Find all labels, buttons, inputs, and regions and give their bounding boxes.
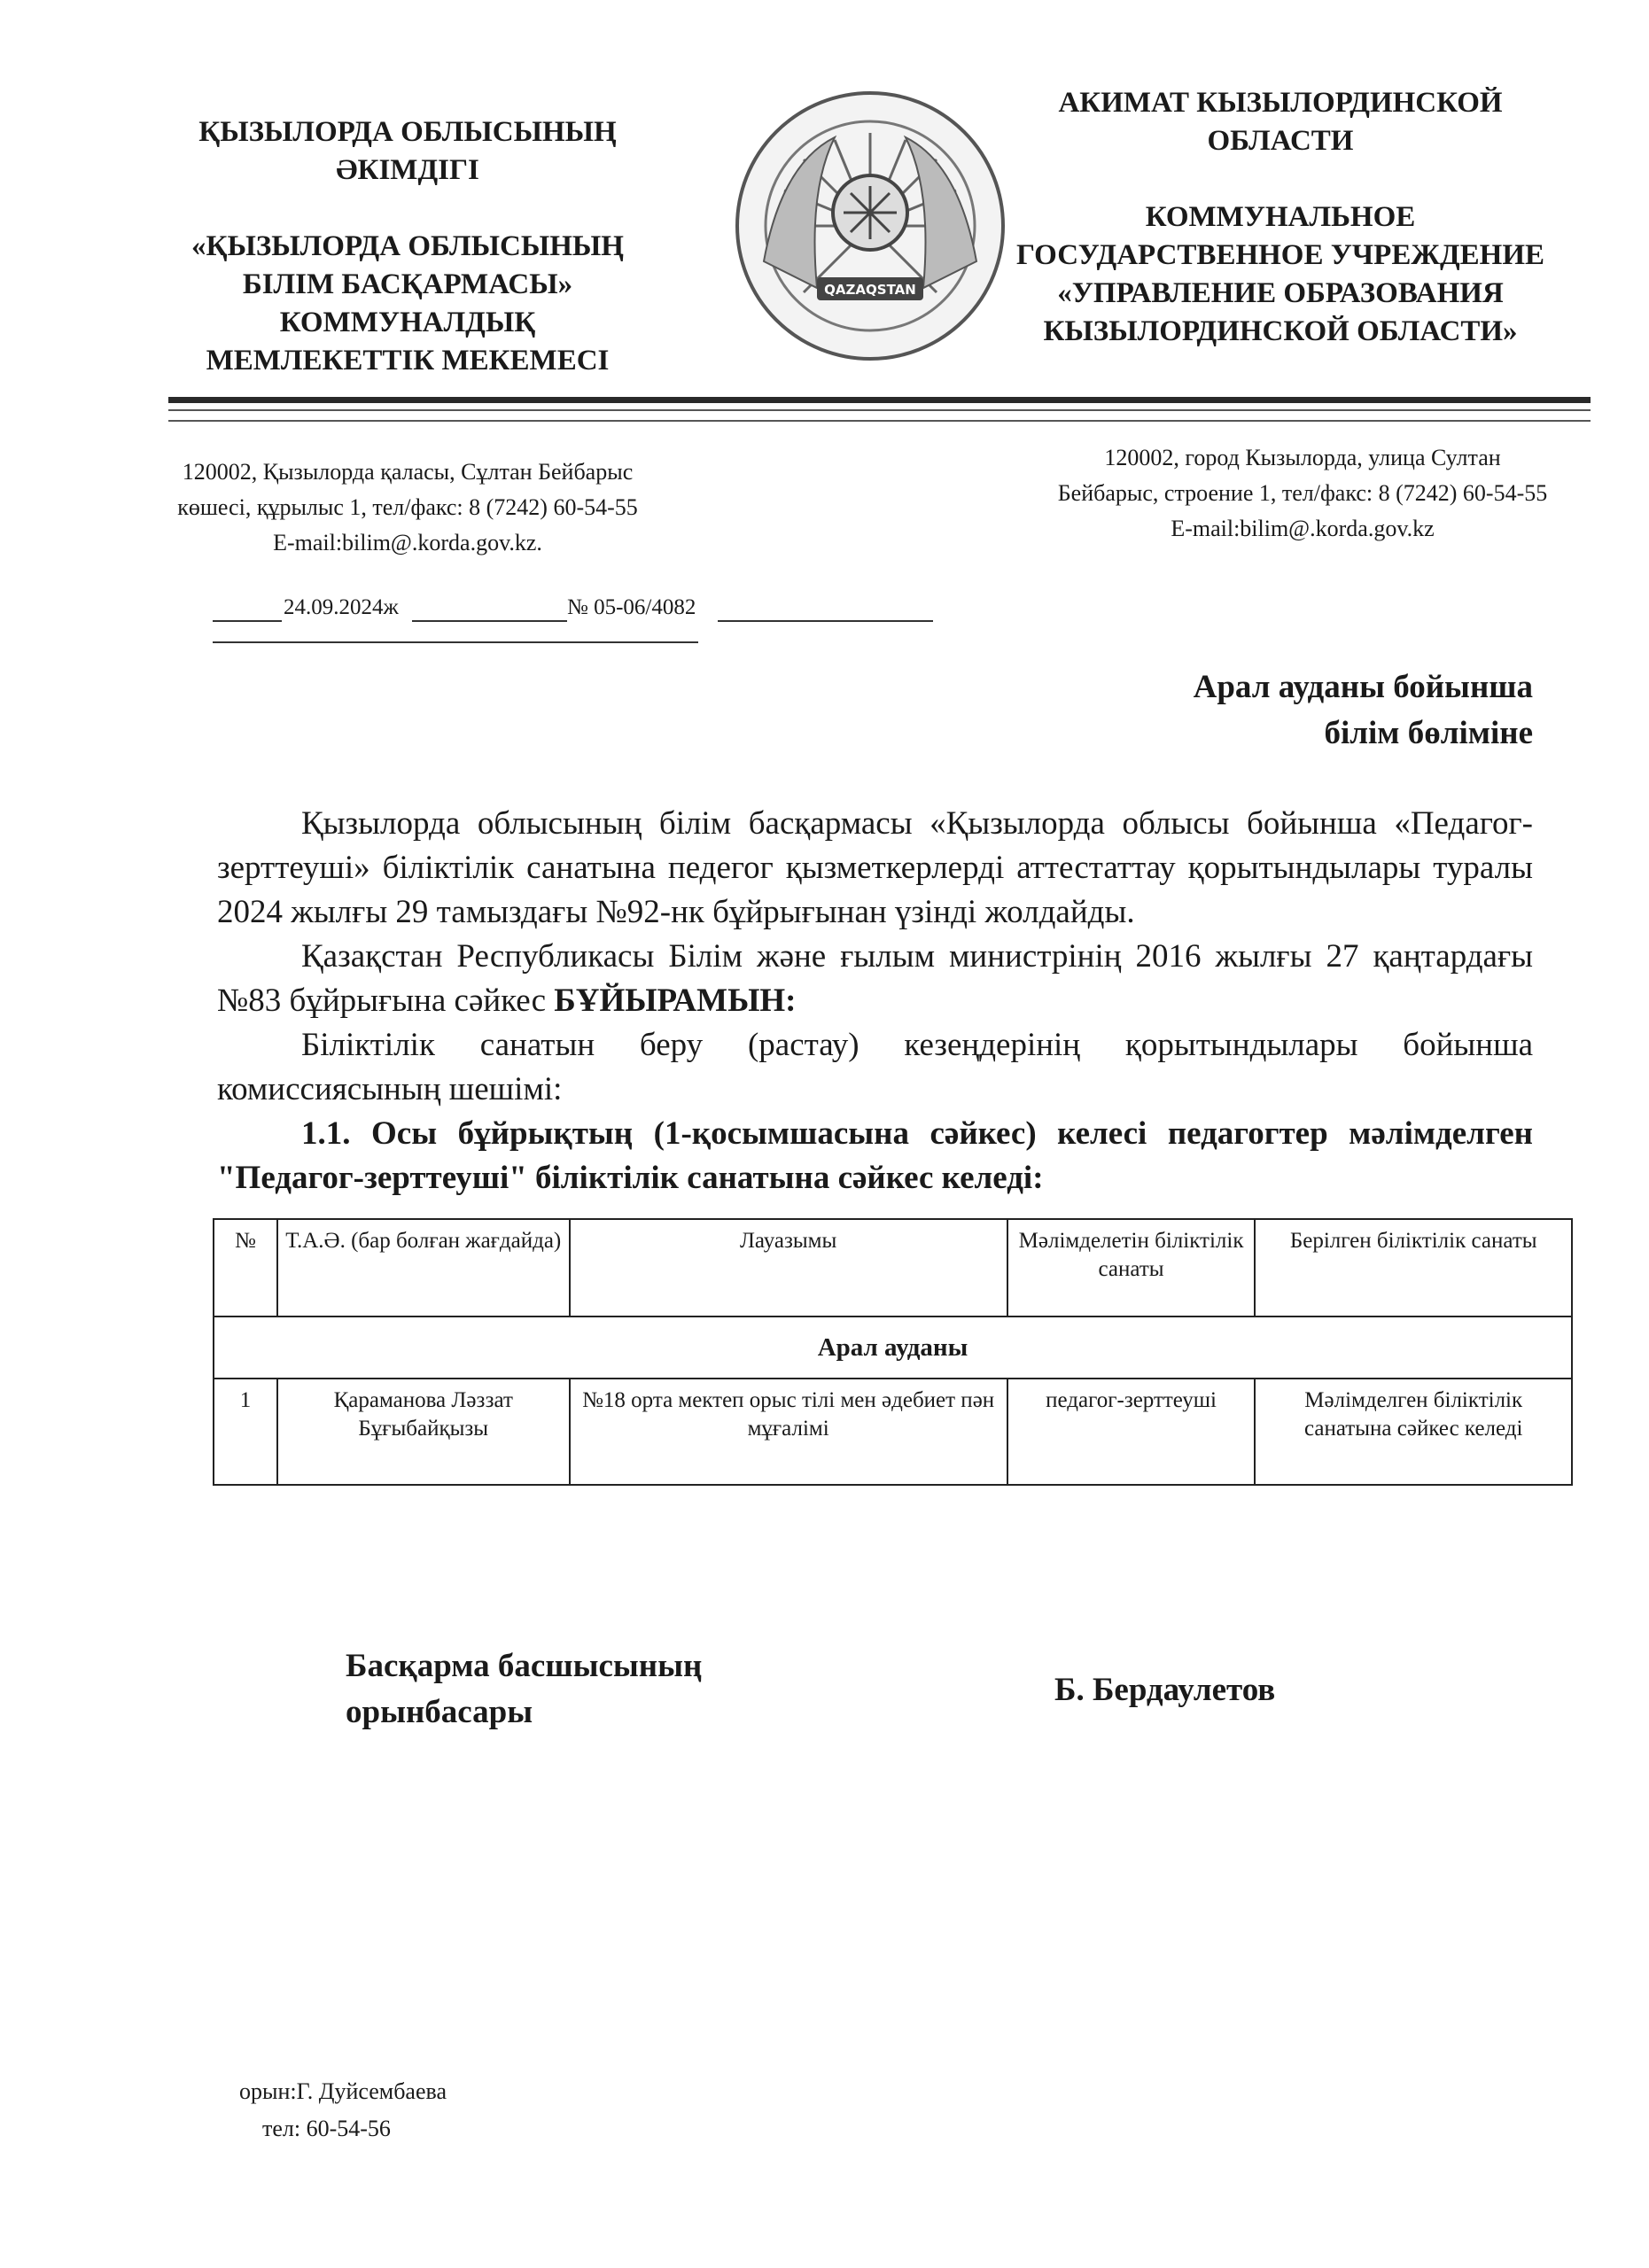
registration-date: 24.09.2024ж (284, 595, 399, 619)
header-ru-line5: «УПРАВЛЕНИЕ ОБРАЗОВАНИЯ (1057, 277, 1504, 309)
registration-number: № 05-06/4082 (567, 595, 696, 619)
address-ru-line3: E-mail:bilim@.korda.gov.kz (1171, 516, 1435, 541)
header-name: Т.А.Ә. (бар болған жағдайда) (277, 1219, 570, 1317)
order-keyword: БҰЙЫРАМЫН: (554, 983, 797, 1019)
results-table (213, 1218, 1573, 1486)
table-row (214, 1379, 1572, 1485)
group-label: Арал ауданы (214, 1317, 1572, 1379)
address-kz-line1: 120002, Қызылорда қаласы, Сұлтан Бейбарыс (182, 459, 634, 485)
header-kz-line5: КОММУНАЛДЫҚ (279, 307, 536, 338)
registration-underline (213, 641, 698, 643)
address-kz-line2: көшесі, құрылыс 1, тел/факс: 8 (7242) 60-54-55 (177, 494, 638, 520)
body-paragraph-3: Біліктілік санатын беру (растау) кезеңдерінің қорытындылары бойынша комиссиясының шешімі: (217, 1027, 1533, 1107)
registration-line (213, 595, 939, 631)
header-ru-line2: ОБЛАСТИ (1207, 125, 1354, 157)
address-ru (1001, 440, 1604, 547)
header-num: № (214, 1219, 277, 1317)
signatory-name: Б. Бердаулетов (1054, 1672, 1276, 1708)
address-kz-line3: E-mail:bilim@.korda.gov.kz. (273, 530, 542, 555)
addressee (886, 664, 1533, 757)
addressee-line1: Арал ауданы бойынша (1193, 669, 1533, 705)
table-header-row (214, 1219, 1572, 1317)
header-kz-line3: «ҚЫЗЫЛОРДА ОБЛЫСЫНЫҢ (191, 230, 624, 262)
header-position: Лауазымы (570, 1219, 1007, 1317)
body-paragraph-1: Қызылорда облысының білім басқармасы «Қызылорда облысы бойынша «Педагог-зерттеуші» біліктілік санатына педегог қызметкерлерді аттестаттау қорытындылары туралы 2024 жылғы 29 тамыздағы №92-нк бұйрығынан үзінді жолдайды. (217, 805, 1533, 930)
body-paragraph-4: 1.1. Осы бұйрықтың (1-қосымшасына сәйкес) келесі педагогтер мәлімделген "Педагог-зерттеуші" біліктілік санатына сәйкес келеді: (217, 1115, 1533, 1196)
emblem-inscription: QAZAQSTAN (824, 282, 916, 298)
body-paragraph-2-text: Қазақстан Республикасы Білім және ғылым министрінің 2016 жылғы 27 қаңтардағы №83 бұйрығына сәйкес (217, 938, 1533, 1019)
address-kz (124, 454, 691, 561)
header-ru (1001, 84, 1560, 351)
header-kz-line6: МЕМЛЕКЕТТІК МЕКЕМЕСІ (206, 345, 610, 377)
header-kz-line2: ӘКІМДІГІ (336, 154, 479, 186)
table-group-row (214, 1317, 1572, 1379)
state-emblem-icon (728, 84, 1012, 368)
row-granted: Мәлімделген біліктілік санатына сәйкес келеді (1255, 1379, 1572, 1485)
body-paragraph-2 (217, 935, 1533, 1023)
header-ru-line4: ГОСУДАРСТВЕННОЕ УЧРЕЖДЕНИЕ (1015, 239, 1545, 271)
executor-name: орын:Г. Дуйсембаева (239, 2078, 447, 2104)
letter-body (217, 802, 1533, 1200)
row-num: 1 (214, 1379, 277, 1485)
header-kz (124, 113, 691, 380)
row-name: Қараманова Ләззат Бұғыбайқызы (277, 1379, 570, 1485)
header-kz-line4: БІЛІМ БАСҚАРМАСЫ» (242, 268, 573, 300)
signatory-title (346, 1643, 877, 1736)
address-ru-line1: 120002, город Кызылорда, улица Султан (1104, 445, 1501, 470)
header-kz-line1: ҚЫЗЫЛОРДА ОБЛЫСЫНЫҢ (198, 116, 617, 148)
executor-info (239, 2073, 682, 2148)
header-granted: Берілген біліктілік санаты (1255, 1219, 1572, 1317)
header-ru-line1: АКИМАТ КЫЗЫЛОРДИНСКОЙ (1058, 87, 1503, 119)
row-declared: педагог-зерттеуші (1007, 1379, 1256, 1485)
address-ru-line2: Бейбарыс, строение 1, тел/факс: 8 (7242) 60-54-55 (1057, 480, 1548, 506)
header-divider-thick (168, 397, 1591, 403)
header-declared: Мәлімделетін біліктілік санаты (1007, 1219, 1256, 1317)
header-divider-thin-2 (168, 420, 1591, 422)
header-divider-thin (168, 409, 1591, 411)
executor-phone: тел: 60-54-56 (262, 2116, 391, 2141)
header-ru-line3: КОММУНАЛЬНОЕ (1145, 201, 1416, 233)
signatory-title-line1: Басқарма басшысының (346, 1648, 703, 1684)
signatory-title-line2: орынбасары (346, 1694, 533, 1730)
row-position: №18 орта мектеп орыс тілі мен әдебиет пән мұғалімі (570, 1379, 1007, 1485)
addressee-line2: білім бөліміне (1324, 715, 1533, 751)
header-ru-line6: КЫЗЫЛОРДИНСКОЙ ОБЛАСТИ» (1043, 315, 1518, 347)
